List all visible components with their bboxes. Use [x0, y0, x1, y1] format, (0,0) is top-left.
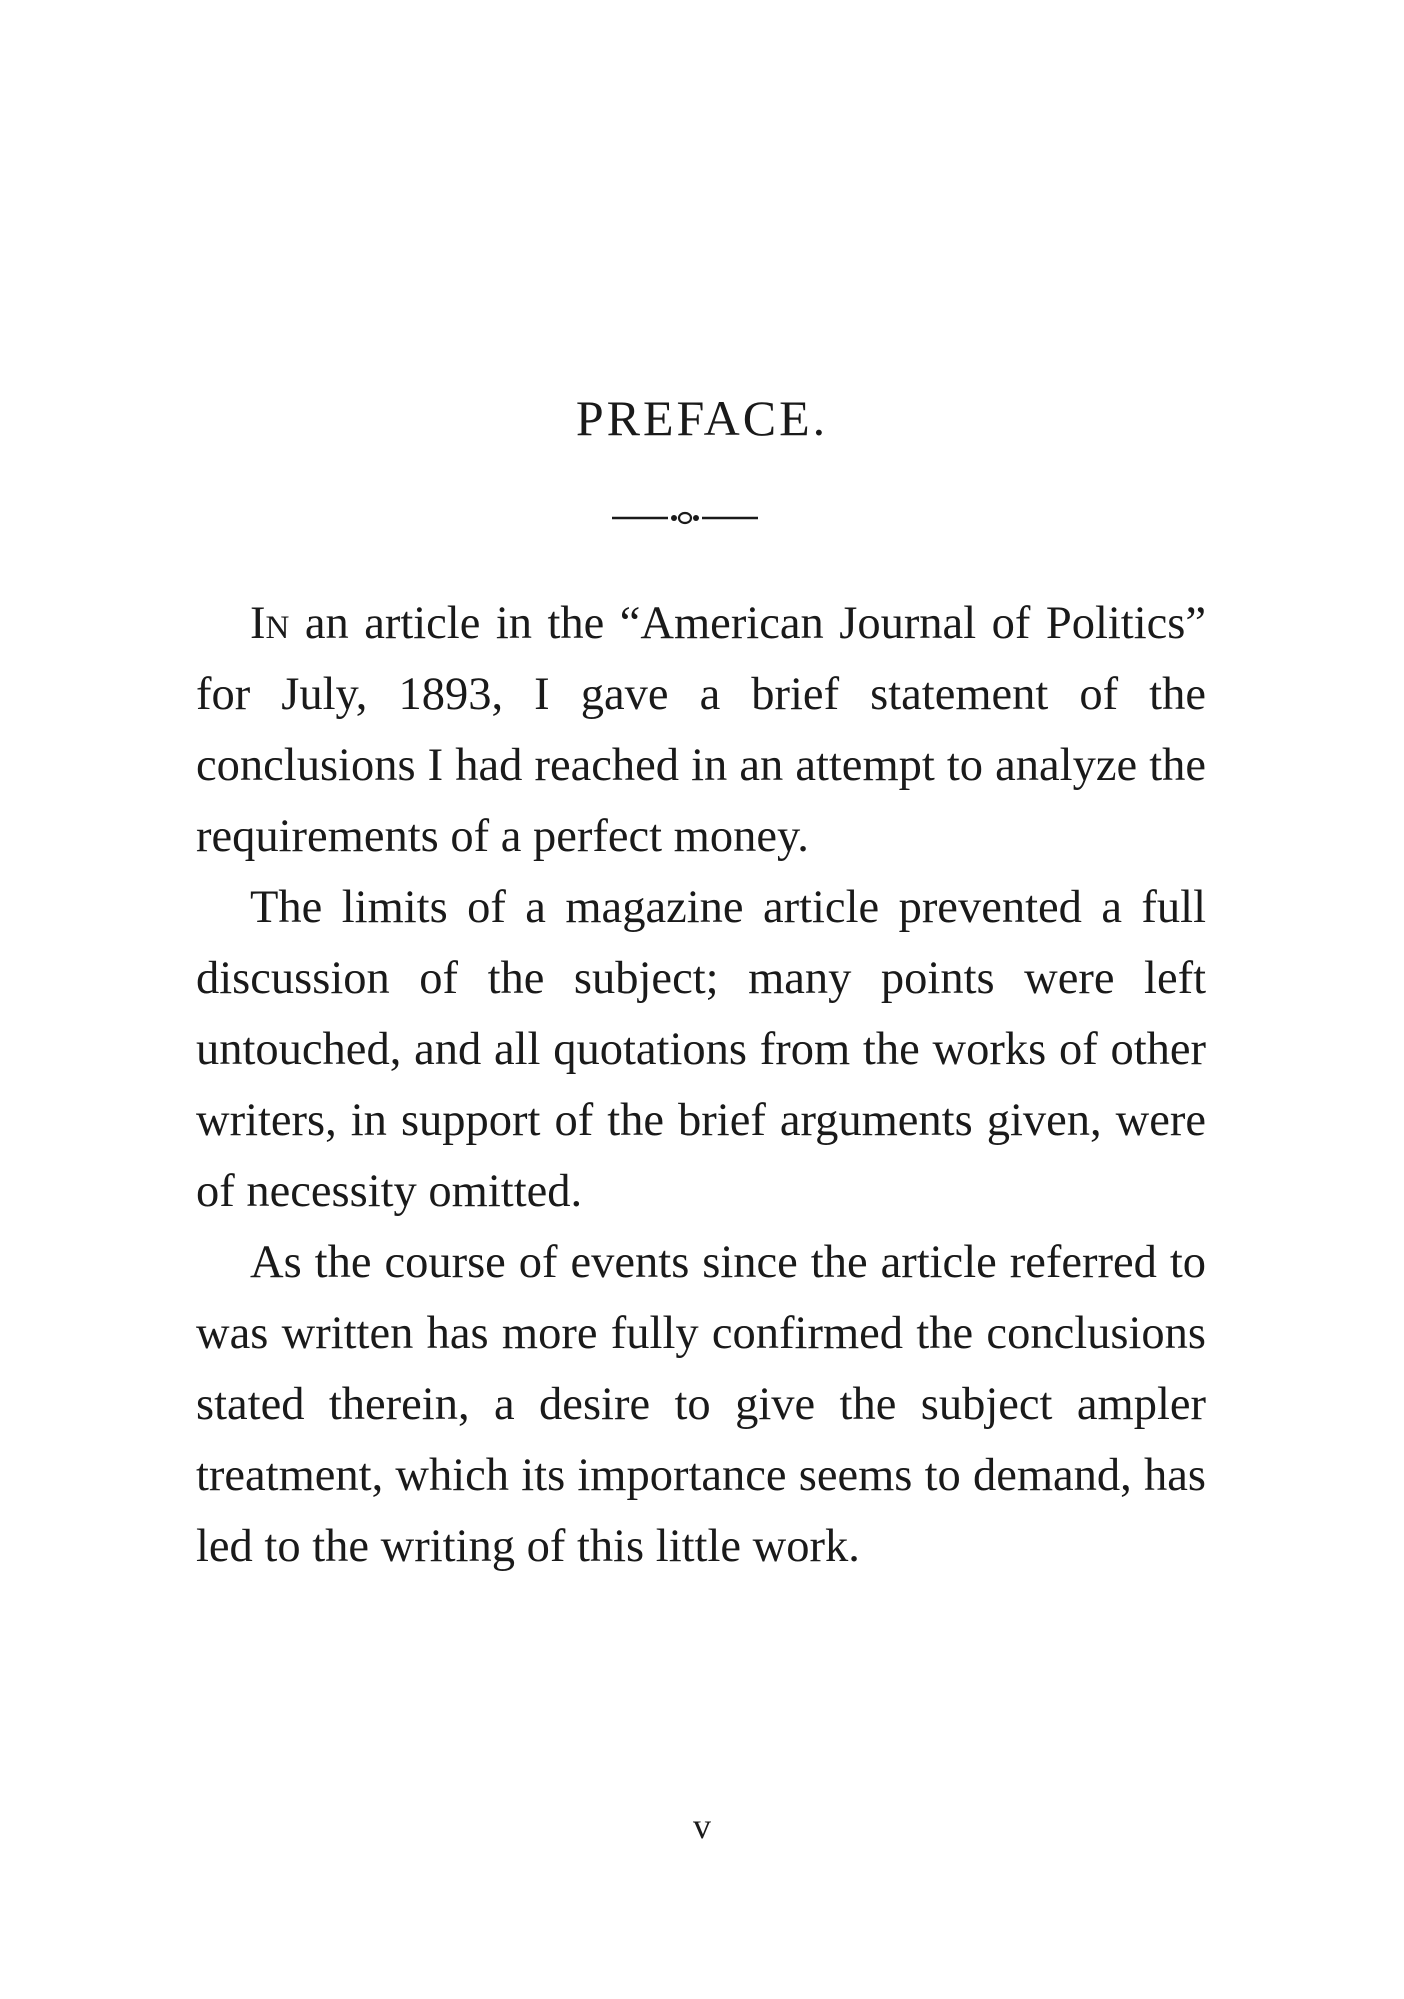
- page-title: PREFACE.: [575, 390, 829, 446]
- paragraph-1-text: an article in the “American Journal of Politics” for July, 1893, I gave a brief statement of the conclusions I had reached in an attempt to analyze the requirements of a perfect money.: [196, 598, 1206, 862]
- page-number: v: [693, 1806, 711, 1846]
- ornament-divider: [612, 506, 758, 530]
- paragraph-2: The limits of a magazine article prevented a full discussion of the subject; many points were left untouched, and all quotations from the works of other writers, in support of the brief arguments given, were of necessity omitted.: [196, 882, 1206, 1217]
- paragraph-1: [196, 588, 1206, 872]
- drop-word: In: [250, 598, 290, 649]
- paragraph-3: As the course of events since the article referred to was written has more fully confirmed the conclusions stated therein, a desire to give the subject ampler treatment, which its importance seems to demand, has led to the writing of this little work.: [196, 1237, 1206, 1572]
- preface-body: [196, 588, 1206, 1582]
